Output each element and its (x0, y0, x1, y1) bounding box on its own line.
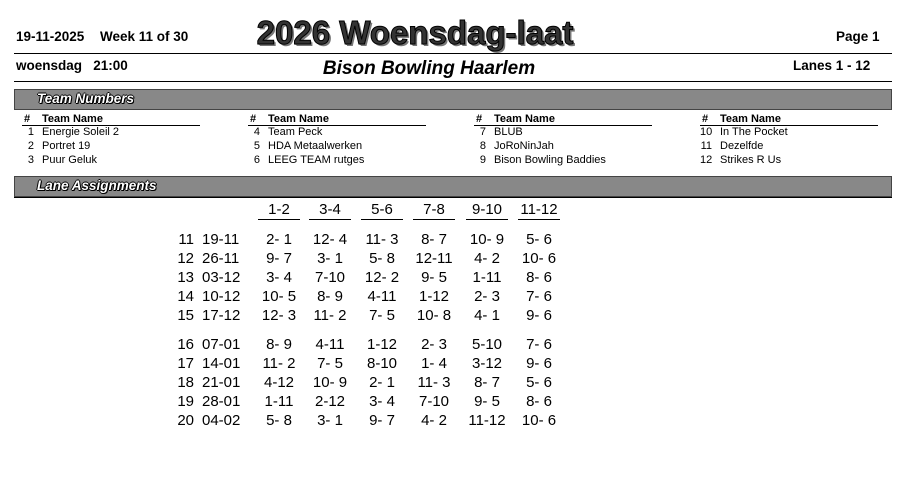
week-number: 18 (177, 374, 194, 391)
matchup: 8- 6 (526, 269, 552, 286)
team-number: 11 (700, 140, 712, 152)
matchup: 7- 6 (526, 288, 552, 305)
matchup: 12- 4 (312, 231, 348, 248)
week-date: 19-11 (202, 231, 240, 248)
team-name: In The Pocket (720, 126, 788, 138)
team-row (474, 126, 654, 140)
team-row (700, 154, 880, 168)
lane-assignments-section-bar (14, 176, 892, 197)
team-name: Dezelfde (720, 140, 764, 152)
schedule-row (0, 336, 908, 355)
team-row (474, 154, 654, 168)
matchup: 12-11 (415, 250, 453, 267)
schedule-row (0, 393, 908, 412)
team-number: 9 (479, 154, 486, 166)
number-header: # (250, 113, 257, 125)
matchup: 11- 2 (262, 355, 296, 372)
team-name: Portret 19 (42, 140, 91, 152)
team-column (700, 113, 880, 168)
matchup: 3- 4 (266, 269, 292, 286)
matchup: 11- 3 (365, 231, 399, 248)
week-indicator: Week 11 of 30 (100, 29, 189, 44)
schedule-row (0, 412, 908, 431)
matchup: 5- 8 (266, 412, 292, 429)
team-number: 10 (700, 126, 713, 138)
week-number: 12 (177, 250, 194, 267)
matchup: 7- 5 (317, 355, 343, 372)
team-name: BLUB (494, 126, 523, 138)
matchup: 7-10 (418, 393, 450, 410)
team-name-header: Team Name (42, 113, 103, 125)
matchup: 5- 8 (369, 250, 395, 267)
matchup: 1-12 (366, 336, 398, 353)
lanes-range: Lanes 1 - 12 (793, 58, 871, 73)
team-column-header (22, 113, 200, 126)
team-name: Bison Bowling Baddies (494, 154, 606, 166)
team-row (22, 126, 202, 140)
matchup: 8- 9 (317, 288, 343, 305)
week-date: 17-12 (202, 307, 241, 324)
league-title: 2026 Woensdag-laat (256, 14, 574, 51)
schedule-row (0, 355, 908, 374)
team-row (700, 140, 880, 154)
schedule-row (0, 374, 908, 393)
header-rule (14, 53, 892, 54)
matchup: 1-11 (264, 393, 294, 410)
matchup: 10- 6 (521, 412, 557, 429)
week-date: 26-11 (202, 250, 240, 267)
matchup: 1-11 (472, 269, 502, 286)
week-number: 11 (178, 231, 194, 248)
lane-pair-header: 1-2 (258, 201, 300, 220)
week-date: 04-02 (202, 412, 241, 429)
matchup: 11- 2 (313, 307, 347, 324)
matchup: 8- 9 (266, 336, 292, 353)
matchup: 2- 3 (421, 336, 447, 353)
team-row (700, 126, 880, 140)
week-number: 14 (177, 288, 194, 305)
matchup: 1- 4 (421, 355, 447, 372)
matchup: 10- 9 (312, 374, 348, 391)
team-number: 12 (700, 154, 713, 166)
matchup: 9- 5 (474, 393, 500, 410)
matchup: 9- 7 (266, 250, 292, 267)
matchup: 9- 6 (526, 307, 552, 324)
team-column (22, 113, 202, 168)
matchup: 2-12 (314, 393, 346, 410)
week-date: 14-01 (202, 355, 241, 372)
team-number: 7 (479, 126, 486, 138)
number-header: # (702, 113, 709, 125)
number-header: # (476, 113, 483, 125)
matchup: 10- 6 (521, 250, 557, 267)
team-row (248, 140, 428, 154)
report-date: 19-11-2025 (16, 29, 85, 44)
matchup: 2- 3 (474, 288, 500, 305)
week-number: 13 (177, 269, 194, 286)
matchup: 4- 2 (474, 250, 500, 267)
team-row (22, 154, 202, 168)
subheader-rule (14, 81, 892, 82)
team-name-header: Team Name (494, 113, 555, 125)
team-name: Strikes R Us (720, 154, 782, 166)
team-name: Energie Soleil 2 (42, 126, 120, 138)
matchup: 8- 7 (421, 231, 447, 248)
lane-pair-header: 11-12 (518, 201, 560, 220)
team-name: LEEG TEAM rutges (268, 154, 365, 166)
team-number: 6 (253, 154, 260, 166)
matchup: 10- 5 (261, 288, 297, 305)
week-date: 07-01 (202, 336, 241, 353)
matchup: 11-12 (468, 412, 506, 429)
team-name: HDA Metaalwerken (268, 140, 363, 152)
team-name-header: Team Name (268, 113, 329, 125)
team-column (474, 113, 654, 168)
team-number: 3 (27, 154, 34, 166)
matchup: 4- 2 (421, 412, 447, 429)
matchup: 5- 6 (526, 374, 552, 391)
matchup: 7- 5 (369, 307, 395, 324)
matchup: 3- 1 (317, 250, 343, 267)
team-row (474, 140, 654, 154)
week-number: 15 (177, 307, 194, 324)
matchup: 3-12 (471, 355, 503, 372)
matchup: 7- 6 (526, 336, 552, 353)
team-column (248, 113, 428, 168)
matchup: 9- 7 (369, 412, 395, 429)
team-row (248, 126, 428, 140)
team-number: 2 (27, 140, 34, 152)
lane-assignments-title: Lane Assignments (37, 178, 157, 193)
schedule-row (0, 269, 908, 288)
matchup: 12- 2 (364, 269, 400, 286)
matchup: 4-11 (367, 288, 397, 305)
schedule-row (0, 288, 908, 307)
team-number: 8 (479, 140, 486, 152)
matchup: 2- 1 (369, 374, 395, 391)
matchup: 10- 9 (469, 231, 505, 248)
matchup: 9- 5 (421, 269, 447, 286)
matchup: 4-12 (263, 374, 295, 391)
page-number: Page 1 (836, 29, 880, 44)
lane-pair-header: 3-4 (309, 201, 351, 220)
team-column-header (474, 113, 652, 126)
lane-pair-header: 9-10 (466, 201, 508, 220)
matchup: 12- 3 (261, 307, 297, 324)
team-row (248, 154, 428, 168)
team-numbers-section-bar (14, 89, 892, 110)
center-name: Bison Bowling Haarlem (322, 58, 536, 79)
lane-section-rule (14, 197, 892, 198)
team-name-header: Team Name (720, 113, 781, 125)
schedule-row (0, 231, 908, 250)
matchup: 7-10 (314, 269, 346, 286)
team-number: 4 (253, 126, 260, 138)
matchup: 9- 6 (526, 355, 552, 372)
team-row (22, 140, 202, 154)
day-time: woensdag 21:00 (16, 58, 128, 73)
matchup: 5-10 (471, 336, 503, 353)
week-date: 28-01 (202, 393, 241, 410)
matchup: 4- 1 (474, 307, 500, 324)
matchup: 11- 3 (417, 374, 451, 391)
week-number: 16 (177, 336, 194, 353)
matchup: 1-12 (418, 288, 450, 305)
week-number: 17 (177, 355, 194, 372)
team-number: 1 (27, 126, 34, 138)
week-number: 19 (177, 393, 194, 410)
matchup: 2- 1 (266, 231, 292, 248)
team-column-header (700, 113, 878, 126)
matchup: 10- 8 (416, 307, 452, 324)
week-number: 20 (177, 412, 194, 429)
matchup: 3- 4 (369, 393, 395, 410)
matchup: 8- 7 (474, 374, 500, 391)
team-numbers-title: Team Numbers (37, 91, 135, 106)
lane-pair-header: 7-8 (413, 201, 455, 220)
team-name: Puur Geluk (42, 154, 98, 166)
matchup: 4-11 (315, 336, 345, 353)
week-date: 03-12 (202, 269, 241, 286)
week-date: 21-01 (202, 374, 241, 391)
matchup: 3- 1 (317, 412, 343, 429)
schedule-row (0, 250, 908, 269)
matchup: 5- 6 (526, 231, 552, 248)
team-name: JoRoNinJah (494, 140, 554, 152)
matchup: 8-10 (366, 355, 398, 372)
number-header: # (24, 113, 31, 125)
team-column-header (248, 113, 426, 126)
schedule-row (0, 307, 908, 326)
matchup: 8- 6 (526, 393, 552, 410)
week-date: 10-12 (202, 288, 241, 305)
team-name: Team Peck (268, 126, 323, 138)
team-number: 5 (253, 140, 260, 152)
lane-pair-header: 5-6 (361, 201, 403, 220)
